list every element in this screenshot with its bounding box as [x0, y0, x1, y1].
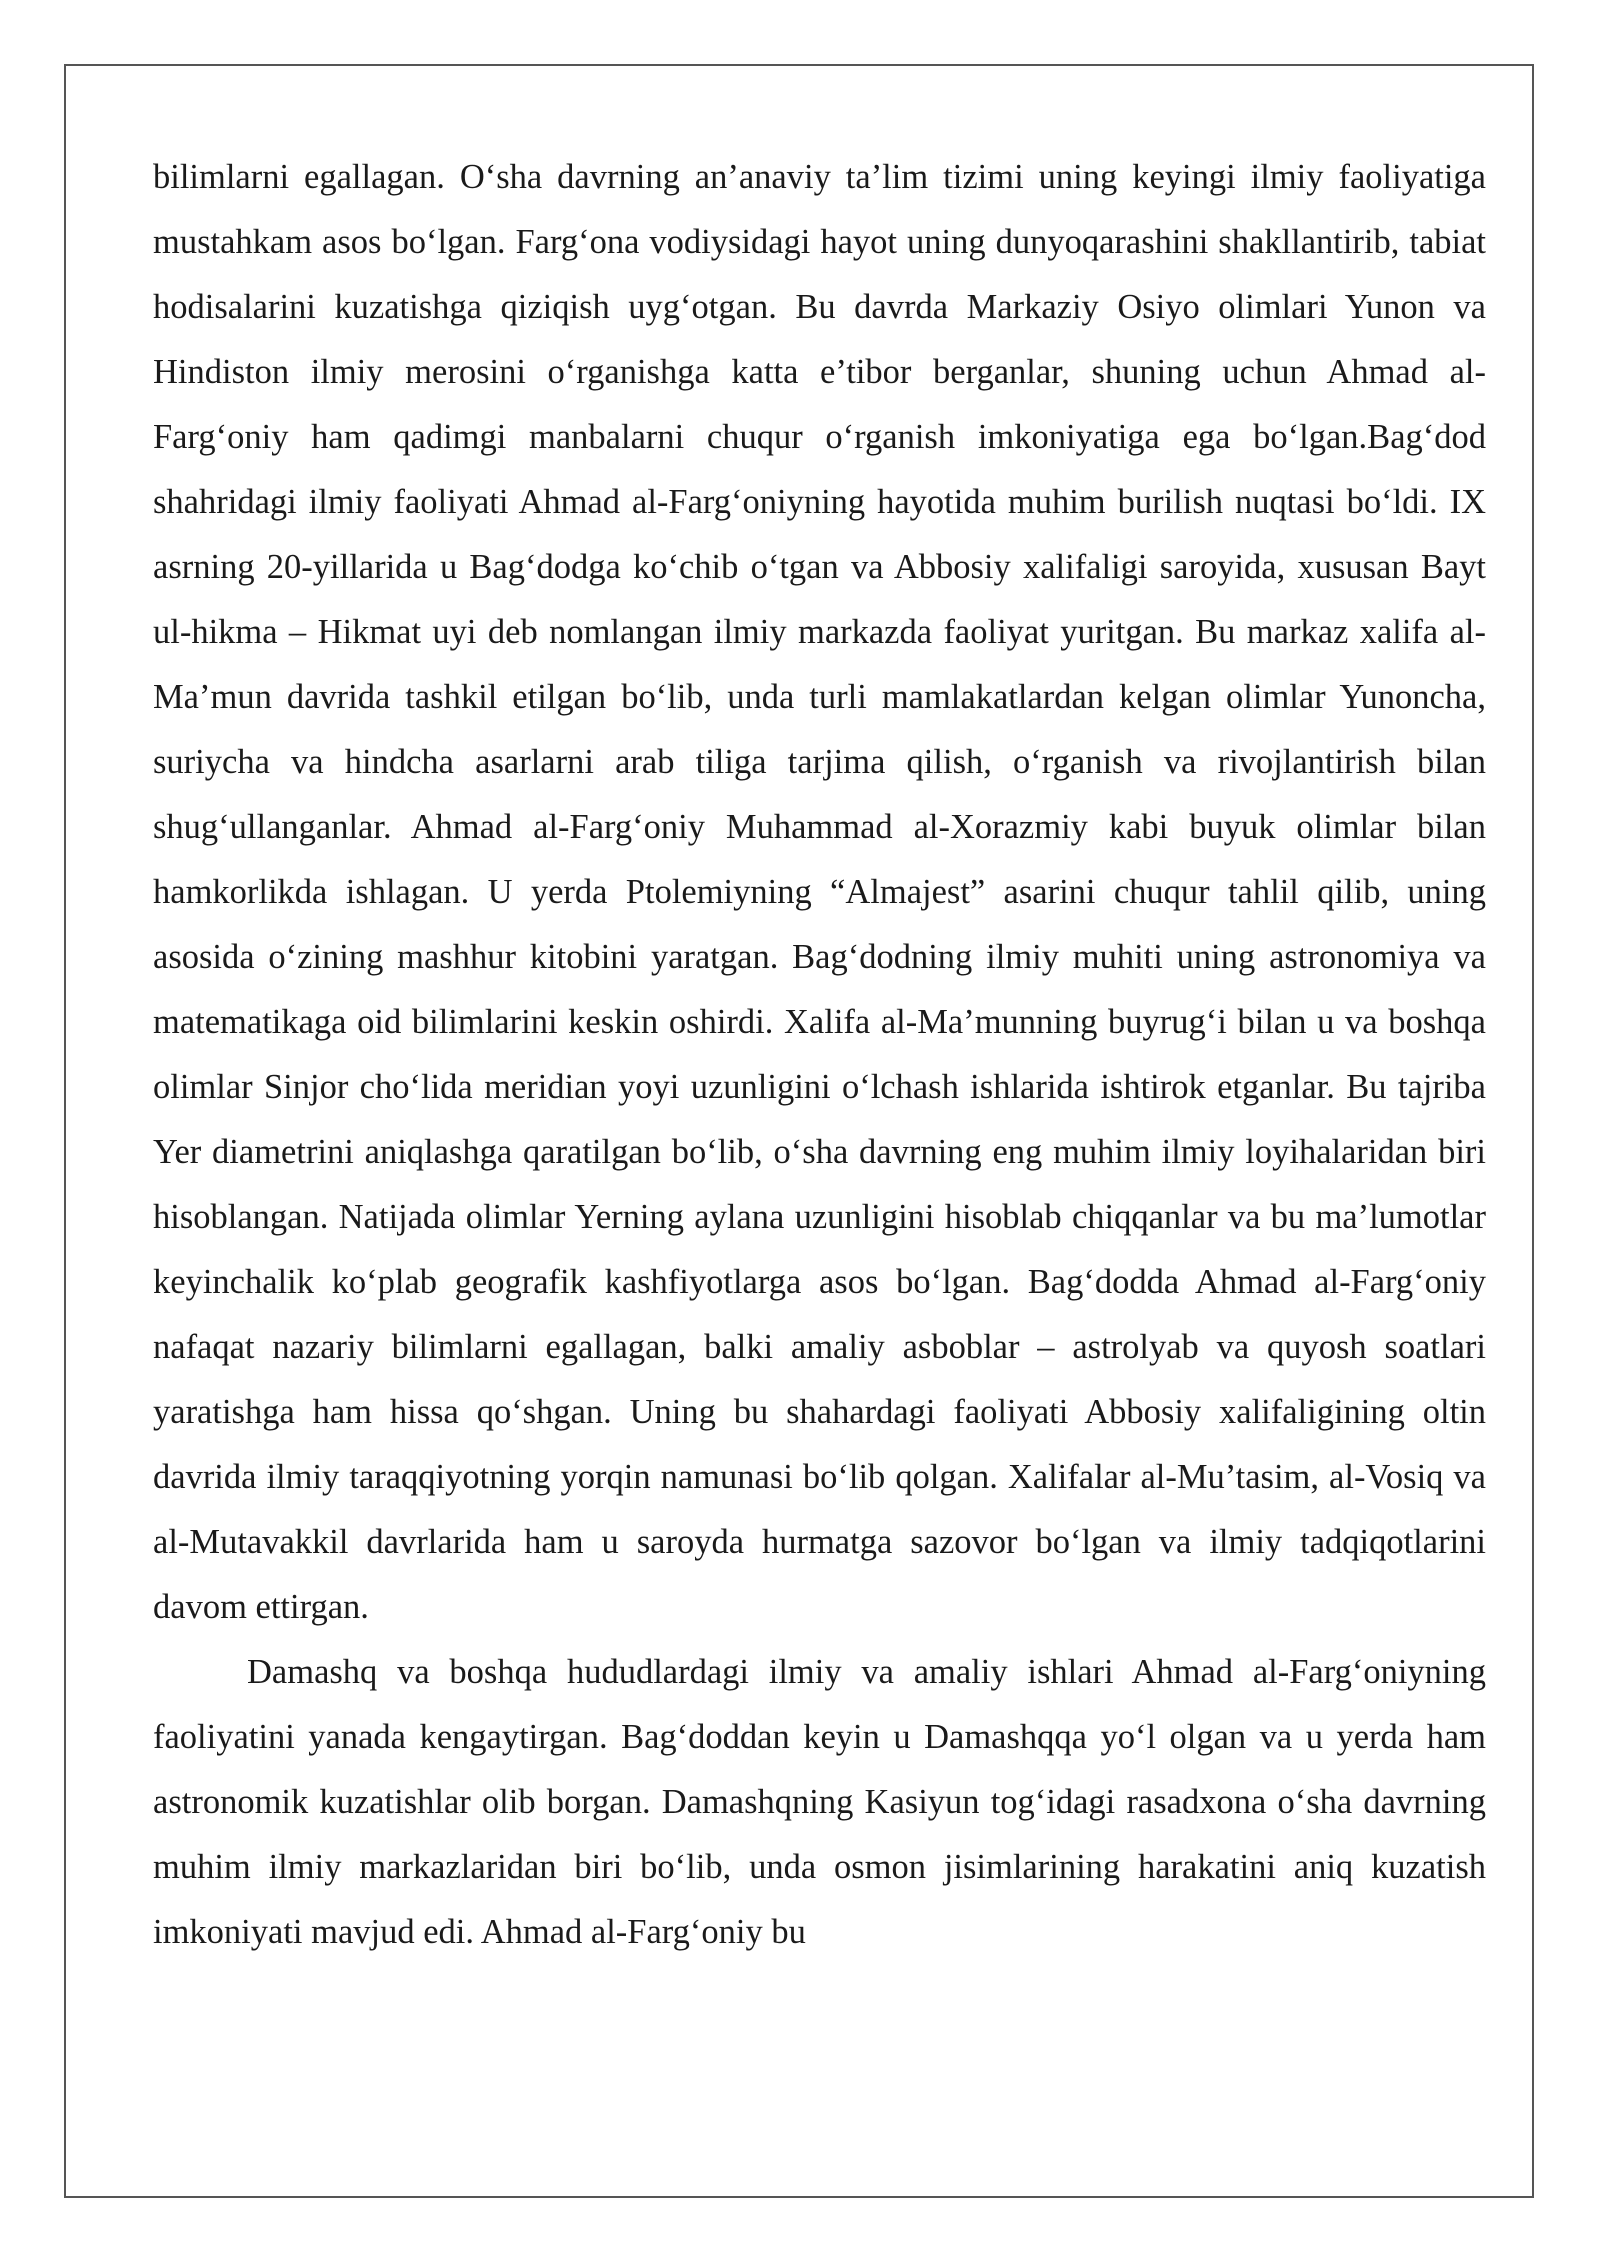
- paragraph-2: Damashq va boshqa hududlardagi ilmiy va amaliy ishlari Ahmad al-Farg‘oniyning faoliyatini yanada kengaytirgan. Bag‘doddan keyin u Damashqqa yo‘l olgan va u yerda ham astronomik kuzatishlar olib borgan. Damashqning Kasiyun tog‘idagi rasadxona o‘sha davrning muhim ilmiy markazlaridan biri bo‘lib, unda osmon jisimlarining harakatini aniq kuzatish imkoniyati mavjud edi. Ahmad al-Farg‘oniy bu: [153, 1653, 1486, 1951]
- document-body: [153, 145, 1486, 1965]
- paragraph-1: bilimlarni egallagan. O‘sha davrning an’anaviy ta’lim tizimi uning keyingi ilmiy faoliyatiga mustahkam asos bo‘lgan. Farg‘ona vodiysidagi hayot uning dunyoqarashini shakllantirib, tabiat hodisalarini kuzatishga qiziqish uyg‘otgan. Bu davrda Markaziy Osiyo olimlari Yunon va Hindiston ilmiy merosini o‘rganishga katta e’tibor berganlar, shuning uchun Ahmad al-Farg‘oniy ham qadimgi manbalarni chuqur o‘rganish imkoniyatiga ega bo‘lgan.Bag‘dod shahridagi ilmiy faoliyati Ahmad al-Farg‘oniyning hayotida muhim burilish nuqtasi bo‘ldi. IX asrning 20-yillarida u Bag‘dodga ko‘chib o‘tgan va Abbosiy xalifaligi saroyida, xususan Bayt ul-hikma – Hikmat uyi deb nomlangan ilmiy markazda faoliyat yuritgan. Bu markaz xalifa al-Ma’mun davrida tashkil etilgan bo‘lib, unda turli mamlakatlardan kelgan olimlar Yunoncha, suriycha va hindcha asarlarni arab tiliga tarjima qilish, o‘rganish va rivojlantirish bilan shug‘ullanganlar. Ahmad al-Farg‘oniy Muhammad al-Xorazmiy kabi buyuk olimlar bilan hamkorlikda ishlagan. U yerda Ptolemiyning “Almajest” asarini chuqur tahlil qilib, uning asosida o‘zining mashhur kitobini yaratgan. Bag‘dodning ilmiy muhiti uning astronomiya va matematikaga oid bilimlarini keskin oshirdi. Xalifa al-Ma’munning buyrug‘i bilan u va boshqa olimlar Sinjor cho‘lida meridian yoyi uzunligini o‘lchash ishlarida ishtirok etganlar. Bu tajriba Yer diametrini aniqlashga qaratilgan bo‘lib, o‘sha davrning eng muhim ilmiy loyihalaridan biri hisoblangan. Natijada olimlar Yerning aylana uzunligini hisoblab chiqqanlar va bu ma’lumotlar keyinchalik ko‘plab geografik kashfiyotlarga asos bo‘lgan. Bag‘dodda Ahmad al-Farg‘oniy nafaqat nazariy bilimlarni egallagan, balki amaliy asboblar – astrolyab va quyosh soatlari yaratishga ham hissa qo‘shgan. Uning bu shahardagi faoliyati Abbosiy xalifaligining oltin davrida ilmiy taraqqiyotning yorqin namunasi bo‘lib qolgan. Xalifalar al-Mu’tasim, al-Vosiq va al-Mutavakkil davrlarida ham u saroyda hurmatga sazovor bo‘lgan va ilmiy tadqiqotlarini davom ettirgan.: [153, 158, 1486, 1626]
